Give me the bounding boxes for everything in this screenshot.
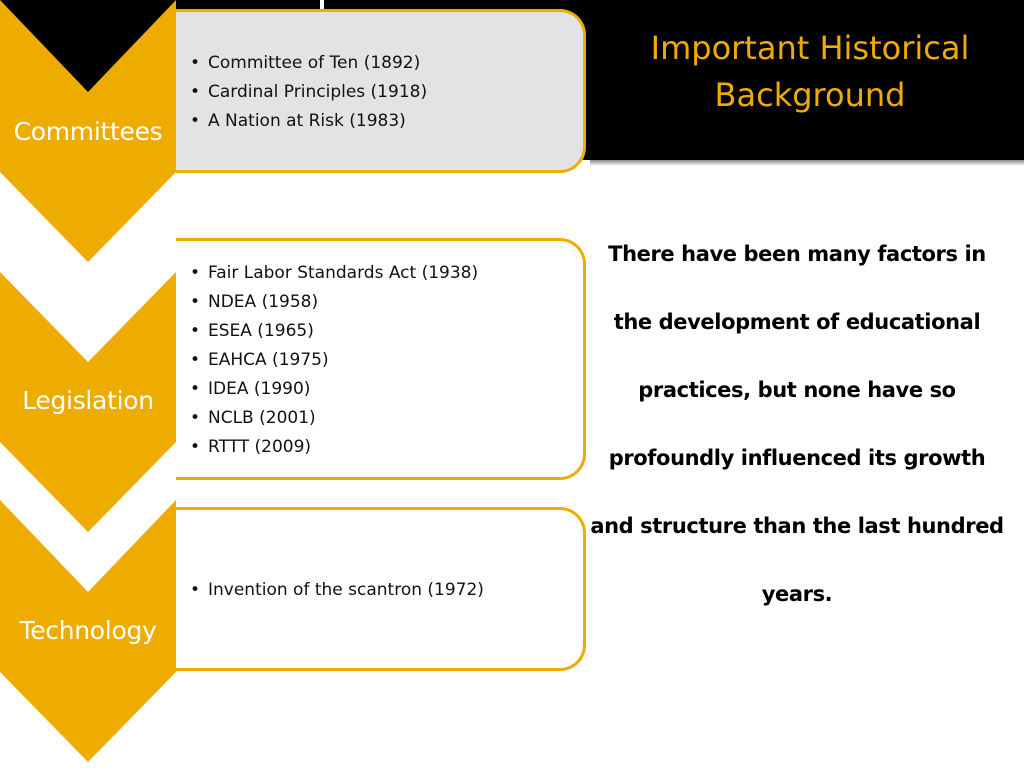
legislation-box bbox=[176, 238, 586, 480]
section-label-legislation: Legislation bbox=[22, 386, 154, 415]
list-item: • Committee of Ten (1892) bbox=[208, 49, 427, 78]
title-band-shadow bbox=[590, 160, 1024, 166]
technology-box bbox=[176, 507, 586, 671]
list-item: • EAHCA (1975) bbox=[208, 346, 478, 375]
legislation-list bbox=[176, 259, 478, 462]
list-item: • NCLB (2001) bbox=[208, 404, 478, 433]
committees-list bbox=[176, 49, 427, 136]
list-item: • Cardinal Principles (1918) bbox=[208, 78, 427, 107]
section-label-committees: Committees bbox=[13, 117, 163, 146]
list-item: • ESEA (1965) bbox=[208, 317, 478, 346]
list-item: • Invention of the scantron (1972) bbox=[208, 576, 484, 605]
list-item: • RTTT (2009) bbox=[208, 433, 478, 462]
committees-box bbox=[176, 9, 586, 173]
chevron-column bbox=[0, 0, 180, 768]
list-item: • NDEA (1958) bbox=[208, 288, 478, 317]
list-item: • IDEA (1990) bbox=[208, 375, 478, 404]
slide-title: Important Historical Background bbox=[650, 29, 970, 114]
technology-list bbox=[176, 576, 484, 605]
body-paragraph: There have been many factors in the development of educational practices, but none have so profoundly influenced its growth and structure than the last hundred years. bbox=[590, 242, 1004, 606]
section-label-technology: Technology bbox=[19, 616, 157, 645]
list-item: • A Nation at Risk (1983) bbox=[208, 107, 427, 136]
list-item: • Fair Labor Standards Act (1938) bbox=[208, 259, 478, 288]
